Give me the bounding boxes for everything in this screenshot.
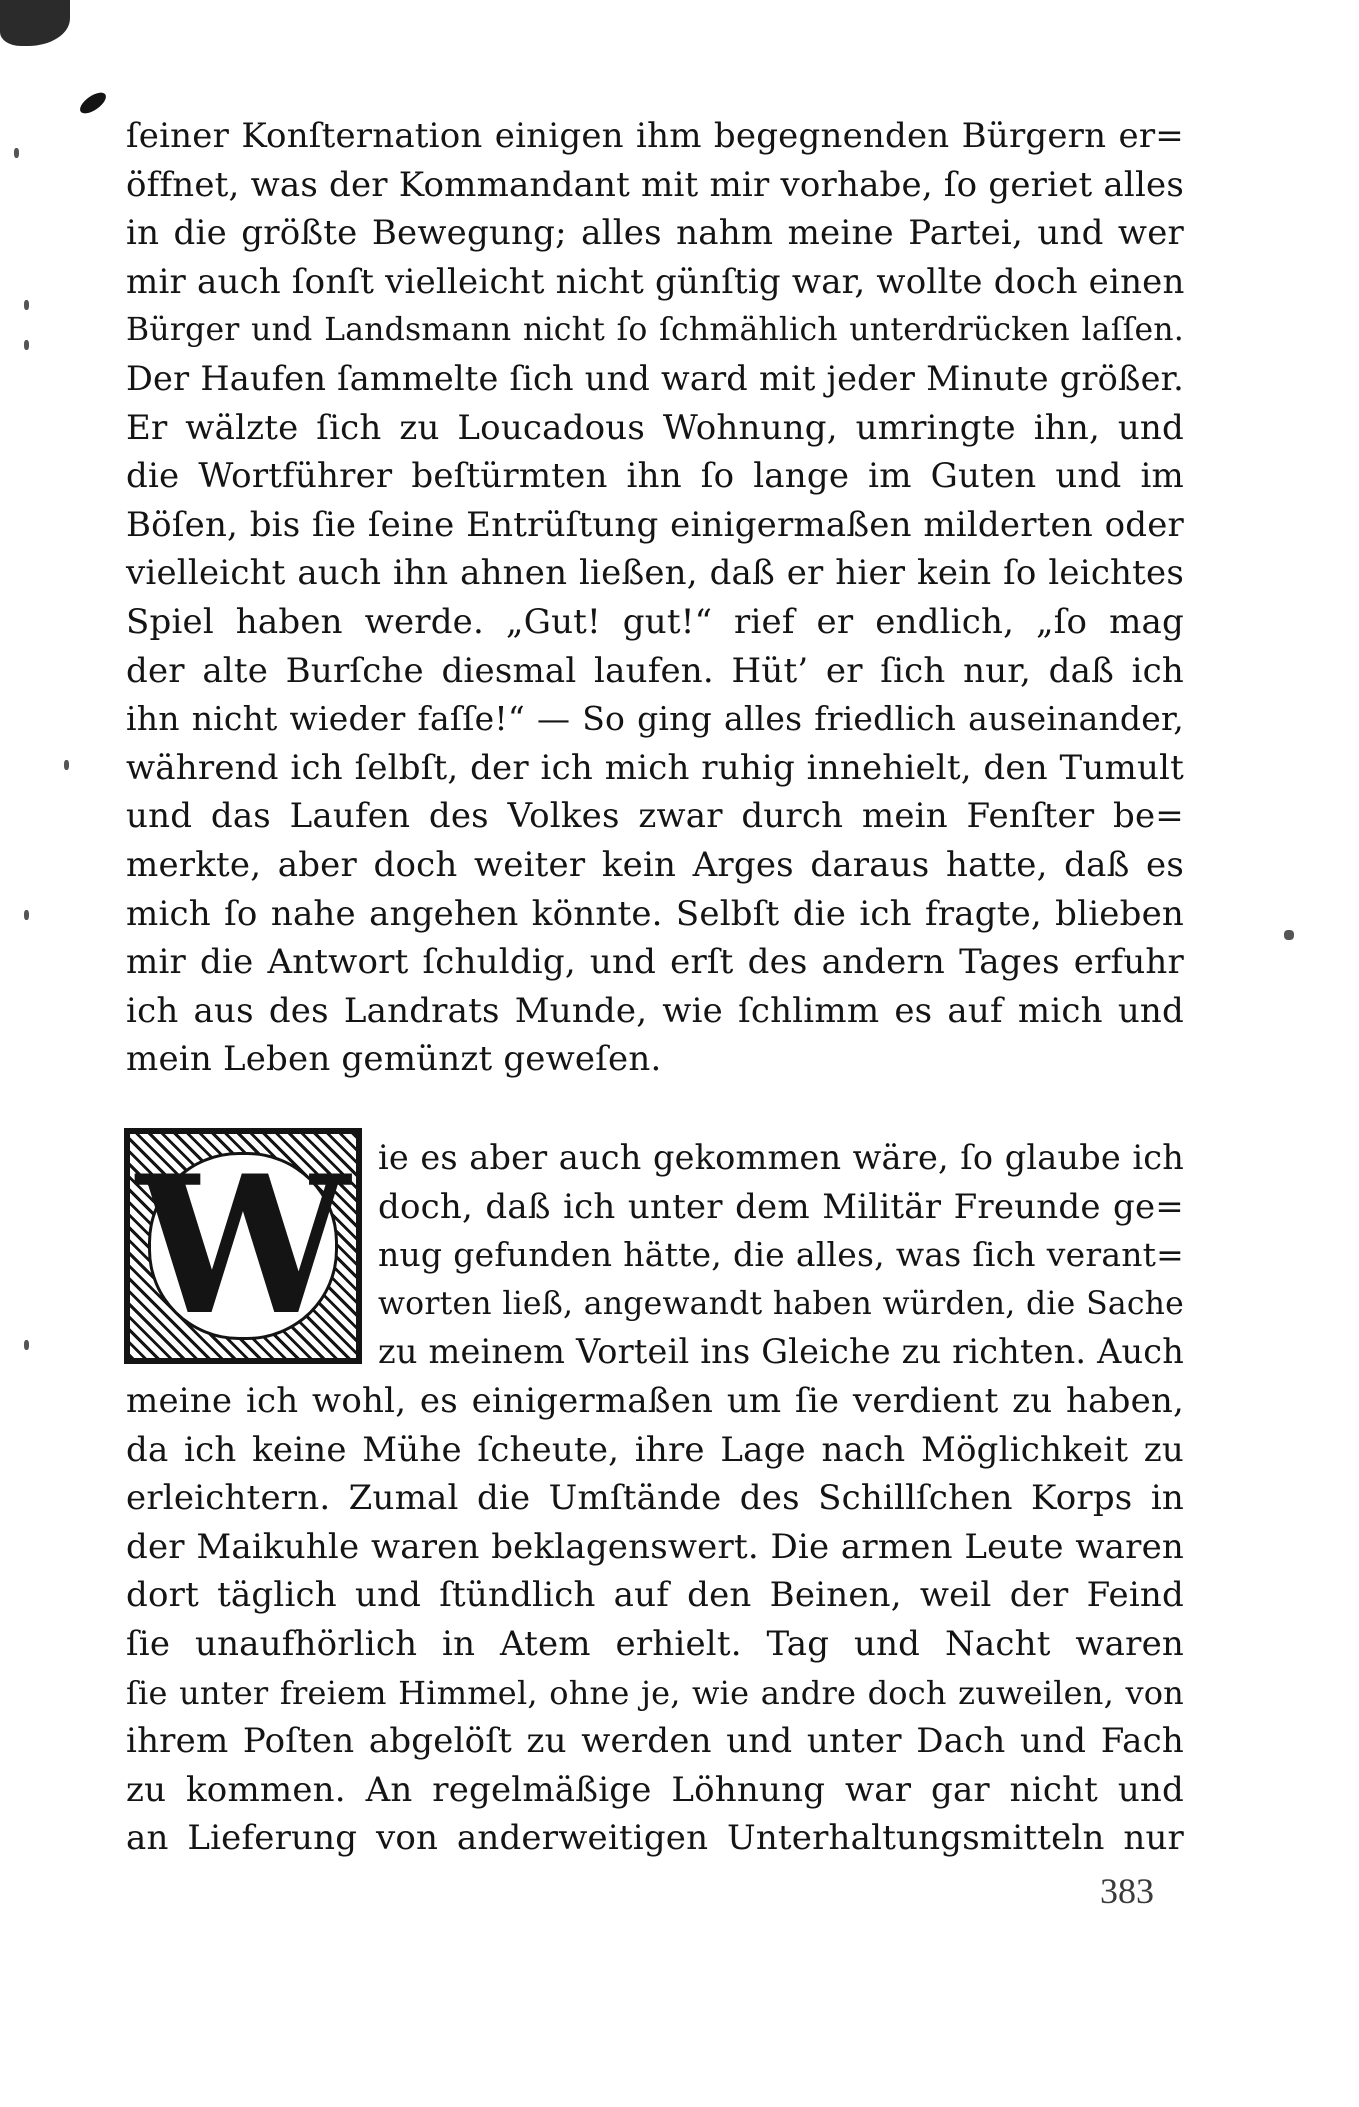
page-number: 383 <box>1100 1871 1154 1911</box>
text-line: öffnet, was der Kommandant mit mir vorhabe, ſo geriet alles <box>126 164 1184 205</box>
text-line: in die größte Bewegung; alles nahm meine Partei, und wer <box>126 213 1184 254</box>
text-line: vielleicht auch ihn ahnen ließen, daß er hier kein ſo leichtes <box>126 553 1184 594</box>
text-line: da ich keine Mühe ſcheute, ihre Lage nach Möglichkeit zu <box>126 1429 1184 1470</box>
text-line: dort täglich und ſtündlich auf den Beinen, weil der Feind <box>126 1575 1184 1616</box>
text-line: erleichtern. Zumal die Umſtände des Schillſchen Korps in <box>126 1478 1184 1519</box>
margin-speck <box>24 910 29 920</box>
paragraph-1 <box>126 112 1184 1084</box>
paragraph-2-indented <box>126 1134 1184 1377</box>
text-line: die Wortführer beſtürmten ihn ſo lange im Guten und im <box>126 456 1184 497</box>
ink-stain-top <box>77 89 110 118</box>
margin-speck <box>1284 930 1294 940</box>
text-line: ſeiner Konſternation einigen ihm begegnenden Bürgern er= <box>126 116 1184 156</box>
text-line: meine ich wohl, es einigermaßen um ſie verdient zu haben, <box>126 1380 1184 1421</box>
text-line: Böſen, bis ſie ſeine Entrüſtung einigermaßen milderten oder <box>126 504 1184 545</box>
text-line: mir die Antwort ſchuldig, und erſt des andern Tages erfuhr <box>126 942 1184 983</box>
margin-speck <box>24 300 29 310</box>
margin-speck <box>24 340 29 350</box>
text-line: Er wälzte ſich zu Loucadous Wohnung, umringte ihn, und <box>126 407 1184 448</box>
text-line: zu kommen. An regelmäßige Löhnung war gar nicht und <box>126 1769 1184 1810</box>
text-line: und das Laufen des Volkes zwar durch mein Fenſter be= <box>126 796 1184 837</box>
margin-speck <box>14 148 19 158</box>
text-line: Der Haufen ſammelte ſich und ward mit jeder Minute größer. <box>126 358 1184 398</box>
text-line: ihn nicht wieder faſſe!“ — So ging alles friedlich auseinander, <box>126 699 1184 739</box>
text-line: der Maikuhle waren beklagenswert. Die armen Leute waren <box>126 1526 1184 1567</box>
text-line: Spiel haben werde. „Gut! gut!“ rief er endlich, „ſo mag <box>126 601 1184 642</box>
text-line: Bürger und Landsmann nicht ſo ſchmählich unterdrücken laſſen. <box>126 312 1184 349</box>
margin-speck <box>64 760 69 770</box>
text-line: ſie unter freiem Himmel, ohne je, wie andre doch zuweilen, von <box>126 1673 1184 1712</box>
text-line: ie es aber auch gekommen wäre, ſo glaube ich <box>378 1138 1184 1177</box>
text-line: an Lieferung von anderweitigen Unterhaltungsmitteln nur <box>126 1818 1184 1859</box>
text-line: ihrem Poſten abgelöſt zu werden und unter Dach und Fach <box>126 1721 1184 1762</box>
text-line: mein Leben gemünzt geweſen. <box>126 1039 662 1080</box>
text-line: ich aus des Landrats Munde, wie ſchlimm es auf mich und <box>126 990 1184 1031</box>
text-line: der alte Burſche diesmal laufen. Hüt’ er ſich nur, daß ich <box>126 650 1184 691</box>
ink-stain-top-left <box>0 0 70 46</box>
text-line: ſie unaufhörlich in Atem erhielt. Tag und Nacht waren <box>126 1623 1184 1664</box>
drop-cap-letter: W <box>136 1134 350 1357</box>
text-line: doch, daß ich unter dem Militär Freunde ge= <box>378 1186 1184 1227</box>
text-line: worten ließ, angewandt haben würden, die Sache <box>378 1285 1184 1322</box>
paragraph-2 <box>126 1134 1184 1863</box>
text-line: nug gefunden hätte, die alles, was ſich verant= <box>378 1235 1184 1275</box>
text-line: während ich ſelbſt, der ich mich ruhig innehielt, den Tumult <box>126 747 1184 788</box>
text-line: zu meinem Vorteil ins Gleiche zu richten. Auch <box>378 1332 1185 1372</box>
text-line: mir auch ſonſt vielleicht nicht günſtig war, wollte doch einen <box>126 261 1185 302</box>
text-line: merkte, aber doch weiter kein Arges daraus hatte, daß es <box>126 844 1184 885</box>
text-line: mich ſo nahe angehen könnte. Selbſt die ich fragte, blieben <box>126 893 1184 934</box>
margin-speck <box>24 1340 29 1350</box>
